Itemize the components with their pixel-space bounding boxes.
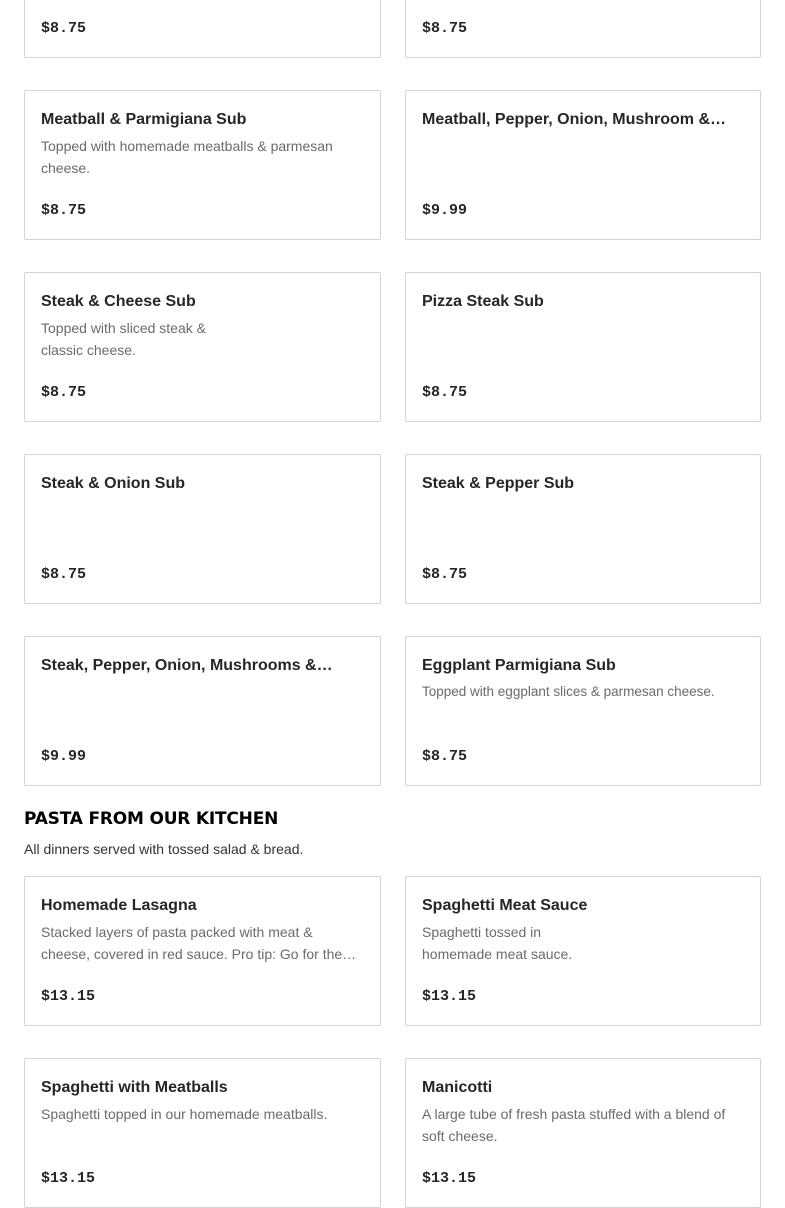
item-price: $8.75 [41,566,87,583]
item-price: $13.15 [422,1170,477,1187]
menu-item-card[interactable] [405,876,761,1026]
item-price: $13.15 [41,988,96,1005]
item-name: Meatball, Pepper, Onion, Mushroom &… [422,111,727,128]
item-name: Manicotti [422,1079,493,1096]
item-price: $8.75 [41,384,87,401]
section-title: PASTA FROM OUR KITCHEN [24,809,279,829]
item-description: Topped with homemade meatballs & parmesan cheese. [41,138,333,176]
item-description: Stacked layers of pasta packed with meat & cheese, covered in red sauce. Pro tip: Go for the… [41,924,357,962]
item-name: Steak, Pepper, Onion, Mushrooms &… [41,657,333,674]
item-name: Spaghetti Meat Sauce [422,897,588,914]
menu-item-card[interactable] [405,0,761,58]
item-price: $8.75 [422,20,468,37]
item-price: $8.75 [422,566,468,583]
item-name: Eggplant Parmigiana Sub [422,657,616,674]
item-name: Homemade Lasagna [41,897,197,914]
item-description: Spaghetti tossed in homemade meat sauce. [422,924,573,962]
item-price: $13.15 [41,1170,96,1187]
menu-item-card[interactable] [405,272,761,422]
menu-item-card[interactable] [405,636,761,786]
menu-item-card[interactable] [405,454,761,604]
item-description: A large tube of fresh pasta stuffed with a blend of soft cheese. [422,1106,726,1144]
menu-item-card[interactable] [405,90,761,240]
item-price: $9.99 [422,202,468,219]
item-price: $8.75 [41,20,87,37]
menu-item-card[interactable] [405,1058,761,1208]
item-price: $9.99 [41,748,87,765]
menu-item-card[interactable] [24,636,381,786]
menu-item-card[interactable] [24,0,381,58]
menu-item-card[interactable] [24,454,381,604]
item-name: Steak & Pepper Sub [422,475,575,492]
item-name: Pizza Steak Sub [422,293,544,310]
item-description: Topped with eggplant slices & parmesan cheese. [422,684,715,699]
menu-item-card[interactable] [24,272,381,422]
item-price: $8.75 [422,384,468,401]
item-name: Steak & Onion Sub [41,475,186,492]
menu-item-card[interactable] [24,876,381,1026]
menu-item-card[interactable] [24,90,381,240]
menu-item-card[interactable] [24,1058,381,1208]
item-price: $13.15 [422,988,477,1005]
item-description: Topped with sliced steak & classic cheese. [41,320,206,358]
item-price: $8.75 [41,202,87,219]
item-description: Spaghetti topped in our homemade meatballs. [41,1106,328,1122]
item-price: $8.75 [422,748,468,765]
item-name: Steak & Cheese Sub [41,293,196,310]
section-description: All dinners served with tossed salad & bread. [24,841,304,857]
item-name: Meatball & Parmigiana Sub [41,111,247,128]
item-name: Spaghetti with Meatballs [41,1079,228,1096]
